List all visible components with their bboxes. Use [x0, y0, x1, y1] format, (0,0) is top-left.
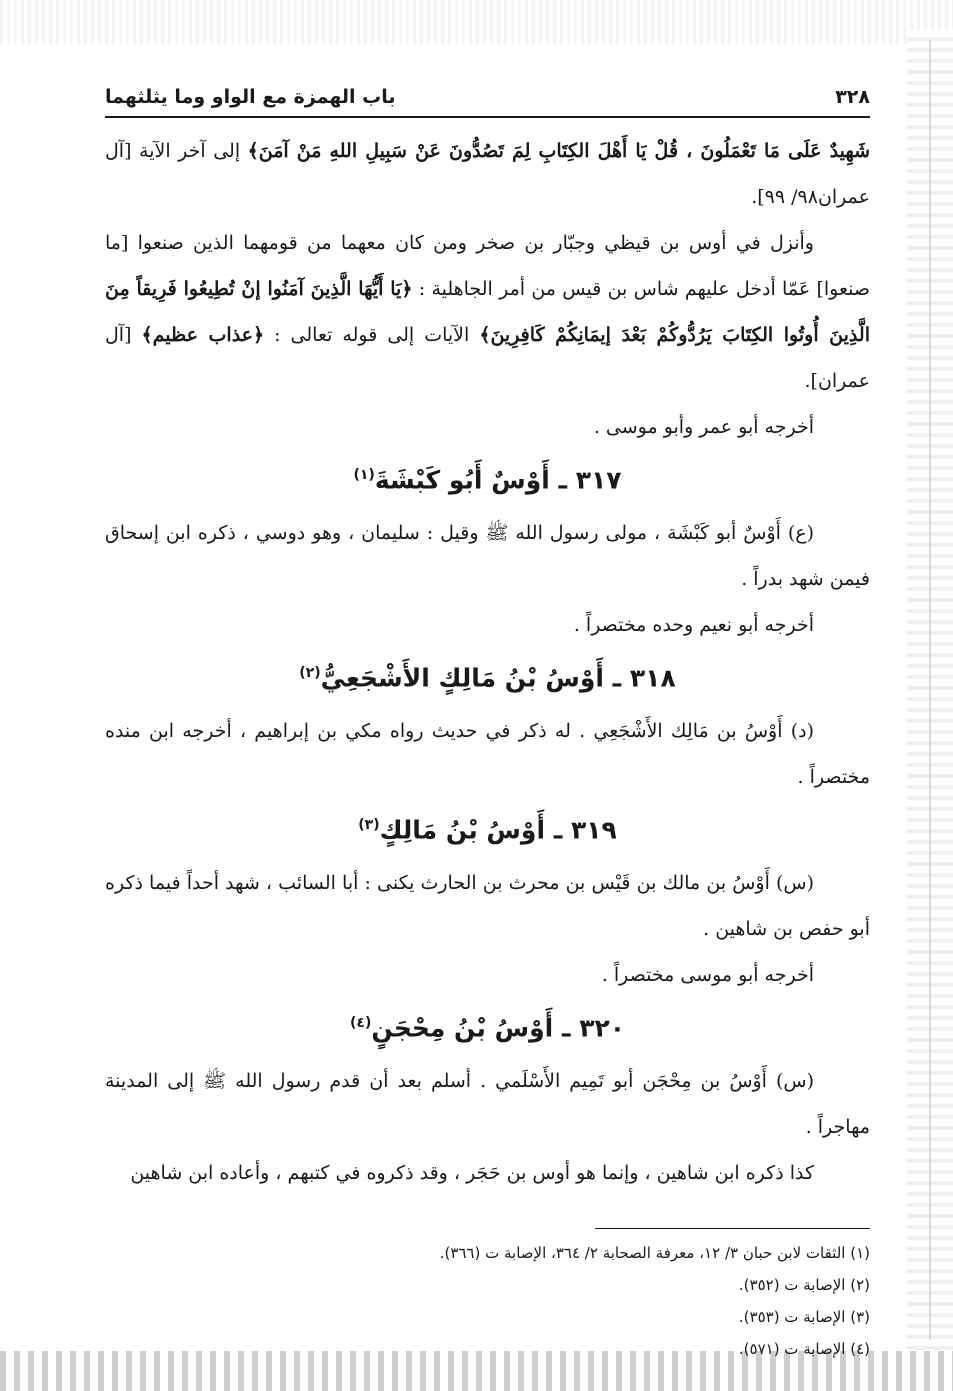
source-line: أخرجه أبو عمر وأبو موسى .	[593, 416, 814, 438]
entry-body: (د) أَوْسُ بن مَالِك الأَشْجَعِي . له ذكر في حديث رواه مكي بن إبراهيم ، أخرجه ابن منده مختصراً .	[105, 720, 870, 788]
running-title: باب الهمزة مع الواو وما يثلثهما	[105, 86, 396, 108]
source-line: أخرجه أبو نعيم وحده مختصراً .	[573, 614, 814, 636]
footnote-ref: (١)	[353, 467, 375, 483]
footnote-ref: (٣)	[358, 817, 380, 833]
footnote-ref: (٤)	[349, 1015, 372, 1031]
footnote: (٢) الإصابة ت (٣٥٢).	[738, 1276, 870, 1294]
entry-title: ٣١٨ ـ أَوْسُ بْنُ مَالِكٍ الأَشْجَعِيُّ$^{(٢)}$	[299, 663, 676, 693]
quran-verse: ﴿عذاب عظيم﴾	[141, 324, 265, 346]
entry-title: ٣٢٠ ـ أَوْسُ بْنُ مِحْجَنٍ$^{(٤)}$	[349, 1013, 625, 1043]
entry-body: (س) أَوْسُ بن مِحْجَن أبو تَمِيم الأَسْلَمي . أسلم بعد أن قدم رسول الله ﷺ إلى المدينة مهاجراً .	[105, 1070, 870, 1138]
entry-body: (ع) أَوْسٌ أبو كَبْشَة ، مولى رسول الله ﷺ وقيل : سليمان ، وهو دوسي ، ذكره ابن إسحاق فيمن شهد بدراً .	[105, 522, 870, 590]
revelation-mid: الآيات إلى قوله تعالى :	[264, 324, 480, 346]
scan-edge-line	[929, 40, 931, 1340]
scan-noise-top	[0, 0, 953, 44]
entry-title: ٣١٩ ـ أَوْسُ بْنُ مَالِكٍ$^{(٣)}$	[358, 815, 617, 845]
entry-title: ٣١٧ ـ أَوْسٌ أَبُو كَبْشَةَ$^{(١)}$	[353, 465, 622, 495]
entry-317	[105, 450, 870, 648]
page-number: ٣٢٨	[835, 86, 870, 108]
header-rule	[105, 116, 870, 118]
quran-verse: ﴿يَا أَيُّهَا الَّذِينَ آمَنُوا إنْ تُطِيعُوا فَرِيقاً مِنَ الَّذِينَ أُوتُوا الكِتَابَ يَرُدُّوكُمْ بَعْدَ إيمَانِكُمْ كَافِرِينَ﴾	[105, 278, 870, 346]
footnote-ref: (٢)	[299, 665, 321, 681]
running-head	[105, 80, 870, 114]
footnote: (٤) الإصابة ت (٥٧١).	[738, 1340, 870, 1358]
continuation-paragraph	[105, 128, 870, 220]
footnote: (١) الثقات لابن حبان ٣/ ١٢، معرفة الصحابة ٢/ ٣٦٤، الإصابة ت (٣٦٦).	[439, 1244, 870, 1262]
source-line: أخرجه أبو موسى مختصراً .	[601, 964, 814, 986]
verse-reference: إلى آخر الآية [آل عمران٩٨/ ٩٩].	[105, 140, 870, 208]
verse-reference: [آل عمران].	[105, 324, 870, 392]
footnotes	[105, 1237, 870, 1365]
footnote-rule	[595, 1228, 870, 1229]
quran-verse: شَهِيدٌ عَلَى مَا تَعْمَلُونَ ، قُلْ يَا أَهْلَ الكِتَابِ لِمَ تَصُدُّونَ عَنْ سَبِيلِ اللهِ مَنْ آمَنَ﴾	[247, 140, 871, 162]
footnote: (٣) الإصابة ت (٣٥٣).	[738, 1308, 870, 1326]
entry-body: (س) أَوْسُ بن مالك بن قَيْس بن محرث بن الحارث يكنى : أبا السائب ، شهد أحداً فيما ذكره أبو حفص بن شاهين .	[105, 872, 870, 940]
revelation-text: وأنزل في أوس بن قيظي وجبّار بن صخر ومن كان معهما من قومهما الذين صنعوا [ما صنعوا] عَمّا أدخل عليهم شاس بن قيس من أمر الجاهلية :	[105, 232, 870, 300]
entry-320	[105, 998, 870, 1196]
book-page	[105, 80, 870, 1365]
revelation-paragraph	[105, 220, 870, 404]
entry-319	[105, 800, 870, 998]
entry-318	[105, 648, 870, 800]
continuation-line: كذا ذكره ابن شاهين ، وإنما هو أوس بن حَجَر ، وقد ذكروه في كتبهم ، وأعاده ابن شاهين	[130, 1162, 814, 1184]
